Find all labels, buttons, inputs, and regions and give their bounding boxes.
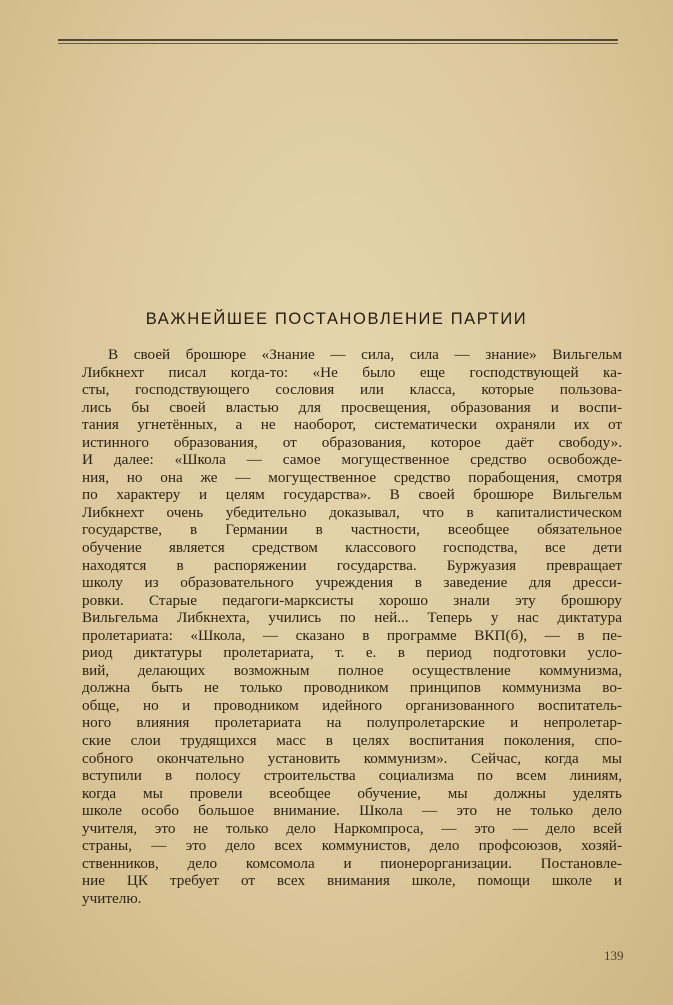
text-line: И далее: «Школа — самое могущественное средство освобожде- — [82, 451, 622, 469]
text-line: ственников, дело комсомола и пионерорганизации. Постановле- — [82, 854, 622, 872]
text-line: учителя, это не только дело Наркомпроса, — это — дело всей — [82, 819, 622, 837]
text-line: риод диктатуры пролетариата, т. е. в период подготовки усло- — [82, 644, 622, 662]
text-line: вий, делающих возможным полное осуществление коммунизма, — [82, 661, 622, 679]
header-rule-thin — [58, 43, 618, 44]
text-line: ного влияния пролетариата на полупролетарские и непролетар- — [82, 714, 622, 732]
text-line: собного окончательно установить коммунизм». Сейчас, когда мы — [82, 749, 622, 767]
text-line: обще, но и проводником идейного организованного воспитатель- — [82, 696, 622, 714]
text-line: сты, господствующего сословия или класса, которые пользова- — [82, 381, 622, 399]
text-line: школе особо большое внимание. Школа — это не только дело — [82, 802, 622, 820]
text-line: по характеру и целям государства». В своей брошюре Вильгельм — [82, 486, 622, 504]
text-line: учителю. — [82, 889, 142, 907]
header-rules — [58, 34, 618, 48]
text-line: Либкнехт писал когда-то: «Не было еще господствующей ка- — [82, 363, 622, 381]
text-line: ские слои трудящихся масс в целях воспитания поколения, спо- — [82, 732, 622, 750]
text-line: ния, но она же — могущественное средство порабощения, смотря — [82, 468, 622, 486]
text-line: пролетариата: «Школа, — сказано в программе ВКП(б), — в пе- — [82, 626, 622, 644]
text-line: обучение является средством классового господства, все дети — [82, 539, 622, 557]
text-line: ровки. Старые педагоги-марксисты хорошо знали эту брошюру — [82, 591, 622, 609]
text-line: истинного образования, от образования, которое даёт свободу». — [82, 433, 622, 451]
text-line: вступили в полосу строительства социализма по всем линиям, — [82, 767, 622, 785]
text-line: Вильгельма Либкнехта, учились по ней... Теперь у нас диктатура — [82, 609, 622, 627]
article-body — [82, 346, 622, 908]
header-rule-thick — [58, 39, 618, 41]
text-line: школу из образовательного учреждения в заведение для дресси- — [82, 574, 622, 592]
article-heading: ВАЖНЕЙШЕЕ ПОСТАНОВЛЕНИЕ ПАРТИИ — [145, 310, 528, 328]
text-line: Либкнехт очень убедительно доказывал, что в капиталистическом — [82, 503, 622, 521]
text-line: должна быть не только проводником принципов коммунизма во- — [82, 679, 622, 697]
text-line: ние ЦК требует от всех внимания школе, помощи школе и — [82, 872, 622, 890]
text-line: когда мы провели всеобщее обучение, мы должны уделять — [82, 784, 622, 802]
text-line: государстве, в Германии в частности, всеобщее обязательное — [82, 521, 622, 539]
text-line: страны, — это дело всех коммунистов, дело профсоюзов, хозяй- — [82, 837, 622, 855]
text-line: находятся в распоряжении государства. Буржуазия превращает — [82, 556, 622, 574]
text-line: В своей брошюре «Знание — сила, сила — знание» Вильгельм — [108, 346, 622, 363]
page-number: 139 — [604, 948, 624, 963]
text-line: лись бы своей властью для просвещения, образования и воспи- — [82, 398, 622, 416]
text-line: тания угнетённых, а не наоборот, систематически охраняли их от — [82, 416, 622, 434]
